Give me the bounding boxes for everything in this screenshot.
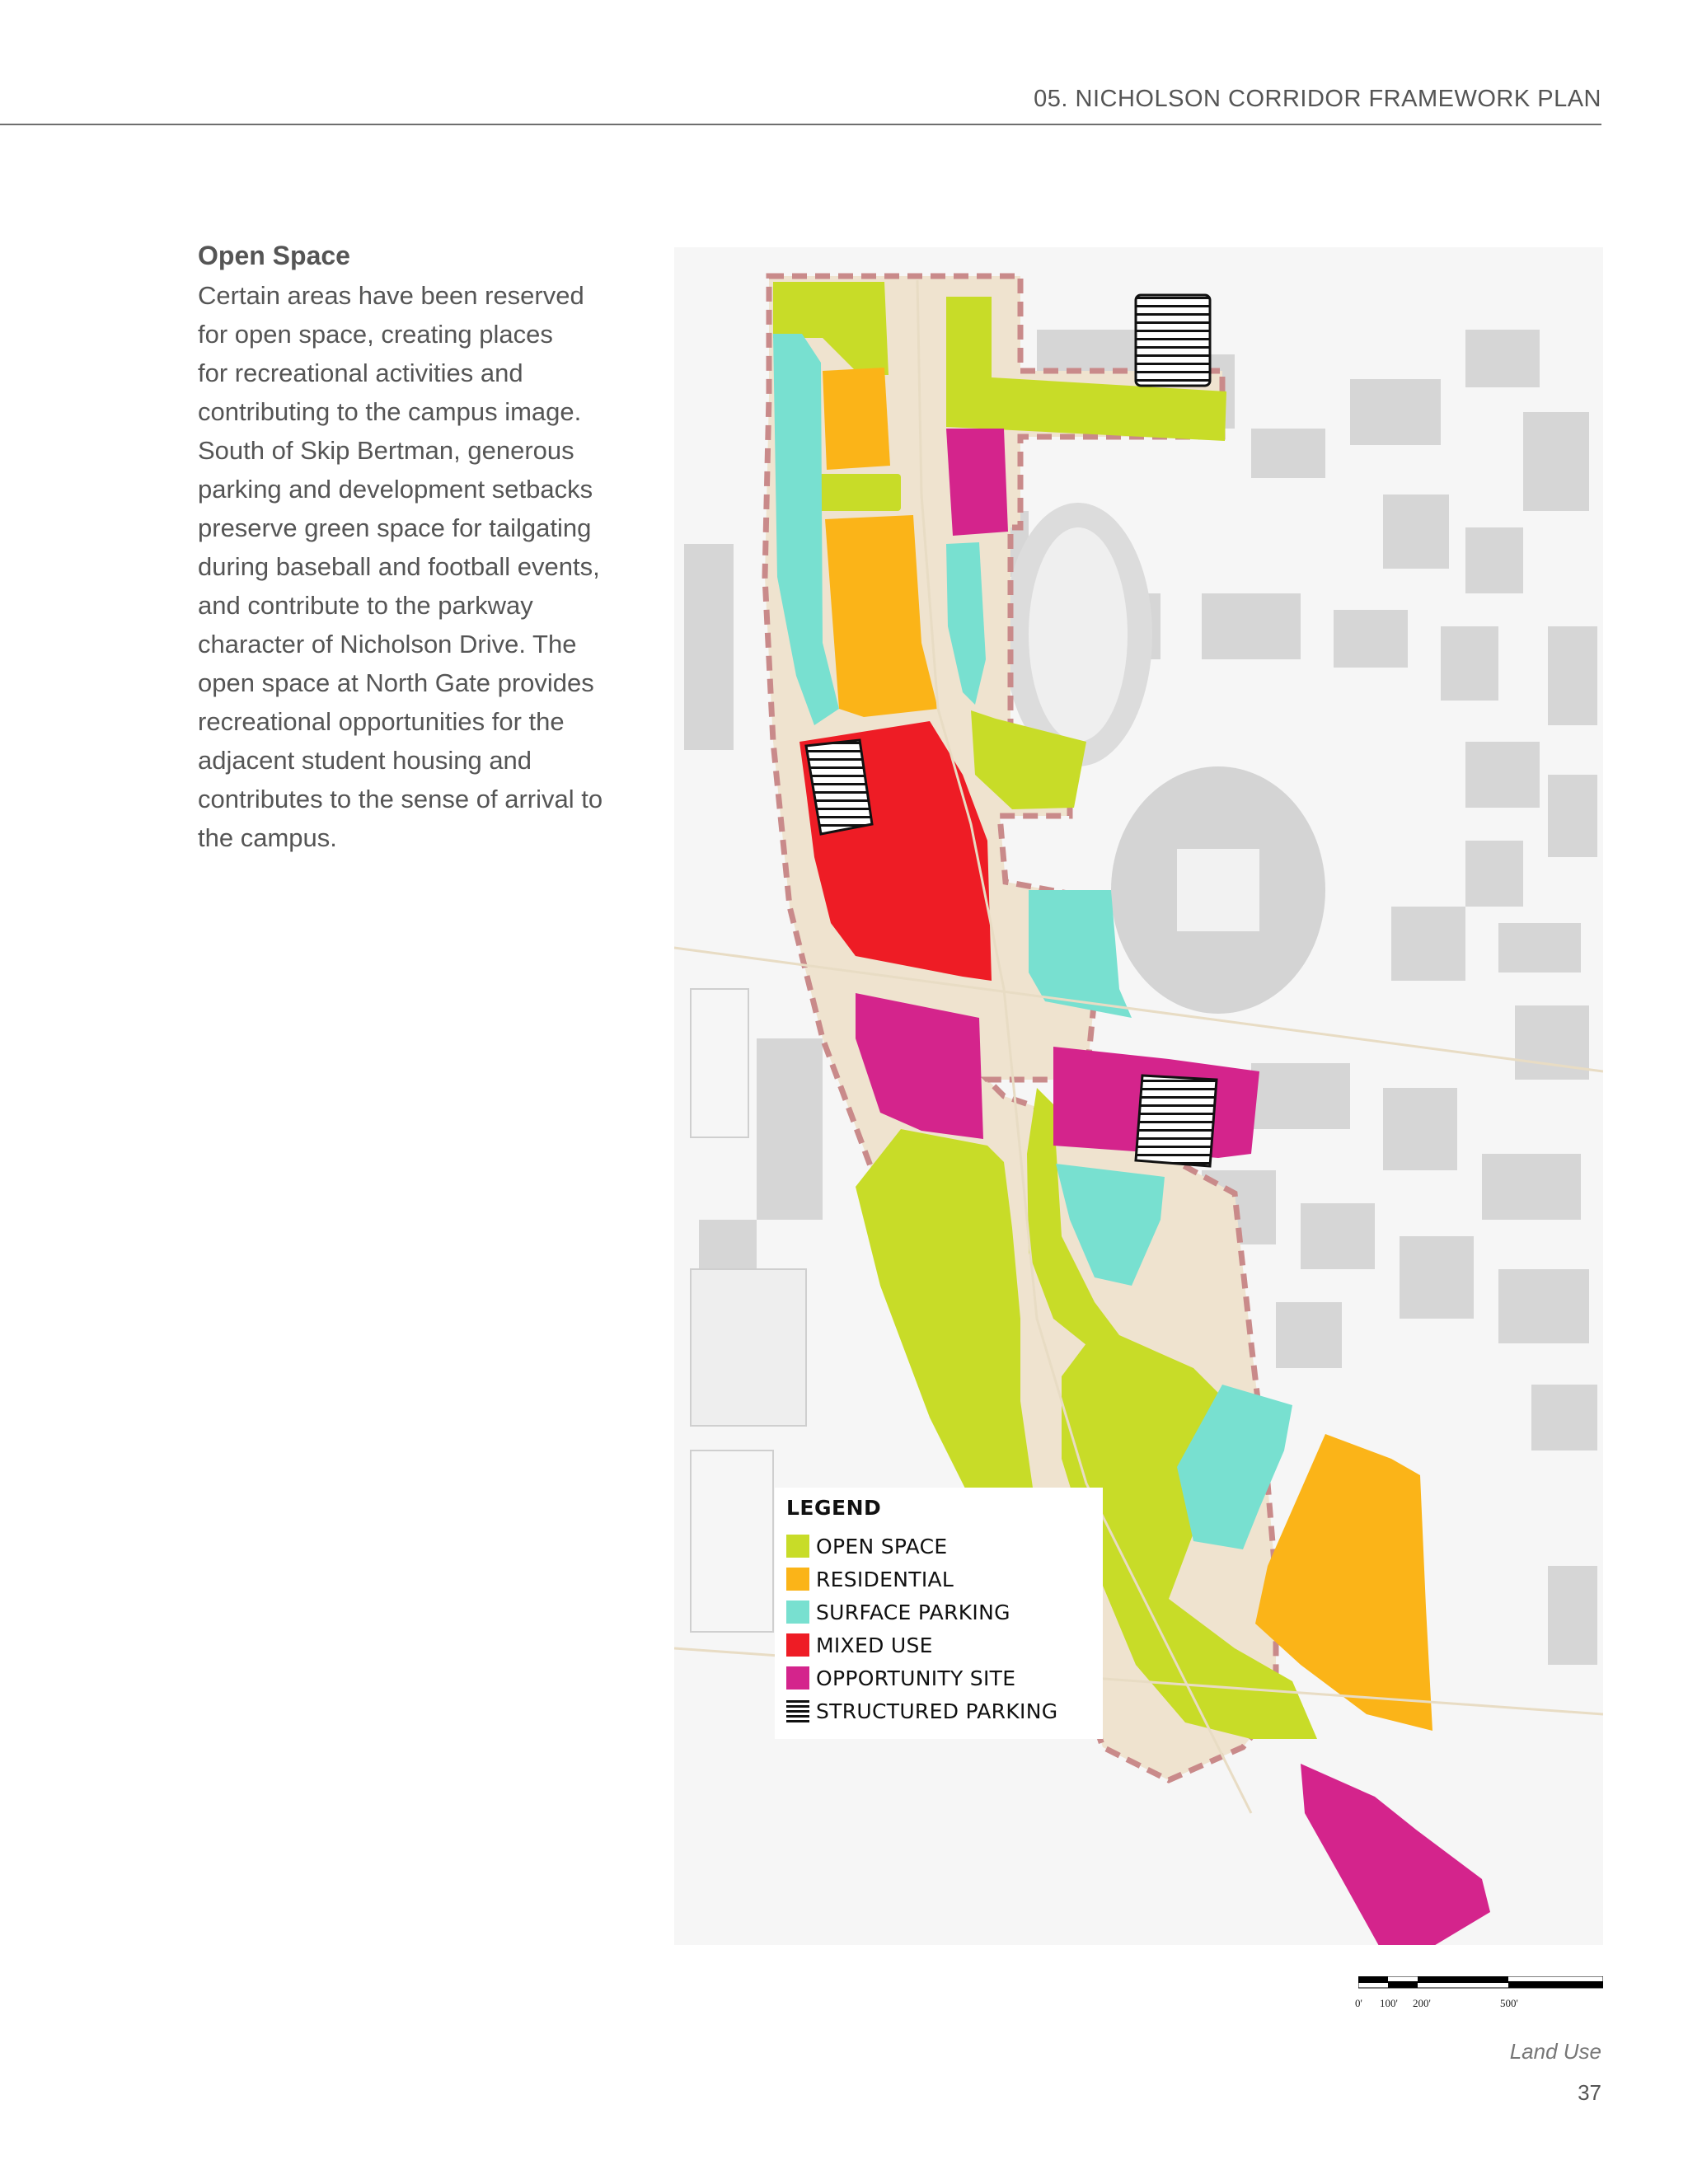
ball-field — [691, 1269, 806, 1426]
body-line: contributes to the sense of arrival to — [198, 785, 603, 813]
body-line: adjacent student housing and — [198, 746, 532, 775]
body-line: for open space, creating places — [198, 320, 553, 349]
track-infield — [1029, 527, 1128, 742]
body-line: parking and development setbacks — [198, 475, 593, 504]
open-space-text-block — [198, 241, 643, 857]
section-body — [198, 276, 643, 857]
stadium-field — [1177, 849, 1259, 931]
opportunity-site-swatch — [786, 1666, 809, 1690]
map-legend — [775, 1488, 1103, 1739]
legend-item-mixed-use — [786, 1629, 1091, 1661]
surface-parking-swatch — [786, 1601, 809, 1624]
legend-item-opportunity-site — [786, 1661, 1091, 1694]
legend-label: OPPORTUNITY SITE — [816, 1666, 1016, 1690]
legend-item-open-space — [786, 1530, 1091, 1563]
legend-label: SURFACE PARKING — [816, 1600, 1010, 1624]
page-number: 37 — [1578, 2080, 1601, 2105]
legend-title: LEGEND — [786, 1496, 882, 1520]
header-divider — [0, 124, 1601, 125]
scale-label: 100' — [1380, 1997, 1398, 2009]
body-line: and contribute to the parkway — [198, 591, 533, 620]
legend-label: STRUCTURED PARKING — [816, 1699, 1058, 1723]
scale-label: 200' — [1413, 1997, 1431, 2009]
body-line: the campus. — [198, 823, 337, 852]
body-line: contributing to the campus image. — [198, 397, 582, 426]
mixed-use-swatch — [786, 1633, 809, 1657]
legend-label: RESIDENTIAL — [816, 1567, 954, 1591]
scale-label: 0' — [1355, 1997, 1362, 2009]
open-space-swatch — [786, 1535, 809, 1558]
body-line: Certain areas have been reserved — [198, 281, 584, 310]
residential-swatch — [786, 1568, 809, 1591]
structured-parking-swatch — [786, 1699, 809, 1722]
body-line: during baseball and football events, — [198, 552, 600, 581]
scale-bar-graphic — [1358, 1976, 1603, 1996]
scale-label: 500' — [1500, 1997, 1518, 2009]
section-title: Open Space — [198, 241, 350, 270]
legend-item-surface-parking — [786, 1596, 1091, 1629]
scale-labels — [1355, 1997, 1602, 2013]
chapter-title: 05. NICHOLSON CORRIDOR FRAMEWORK PLAN — [1034, 86, 1601, 112]
figure-caption: Land Use — [1509, 2039, 1601, 2064]
body-line: preserve green space for tailgating — [198, 513, 592, 542]
legend-label: MIXED USE — [816, 1633, 933, 1657]
body-line: character of Nicholson Drive. The — [198, 630, 577, 658]
body-line: open space at North Gate provides — [198, 668, 594, 697]
body-line: recreational opportunities for the — [198, 707, 565, 736]
legend-item-structured-parking — [786, 1694, 1091, 1727]
body-line: for recreational activities and — [198, 359, 523, 387]
body-line: South of Skip Bertman, generous — [198, 436, 574, 465]
legend-label: OPEN SPACE — [816, 1534, 948, 1558]
legend-item-residential — [786, 1563, 1091, 1596]
